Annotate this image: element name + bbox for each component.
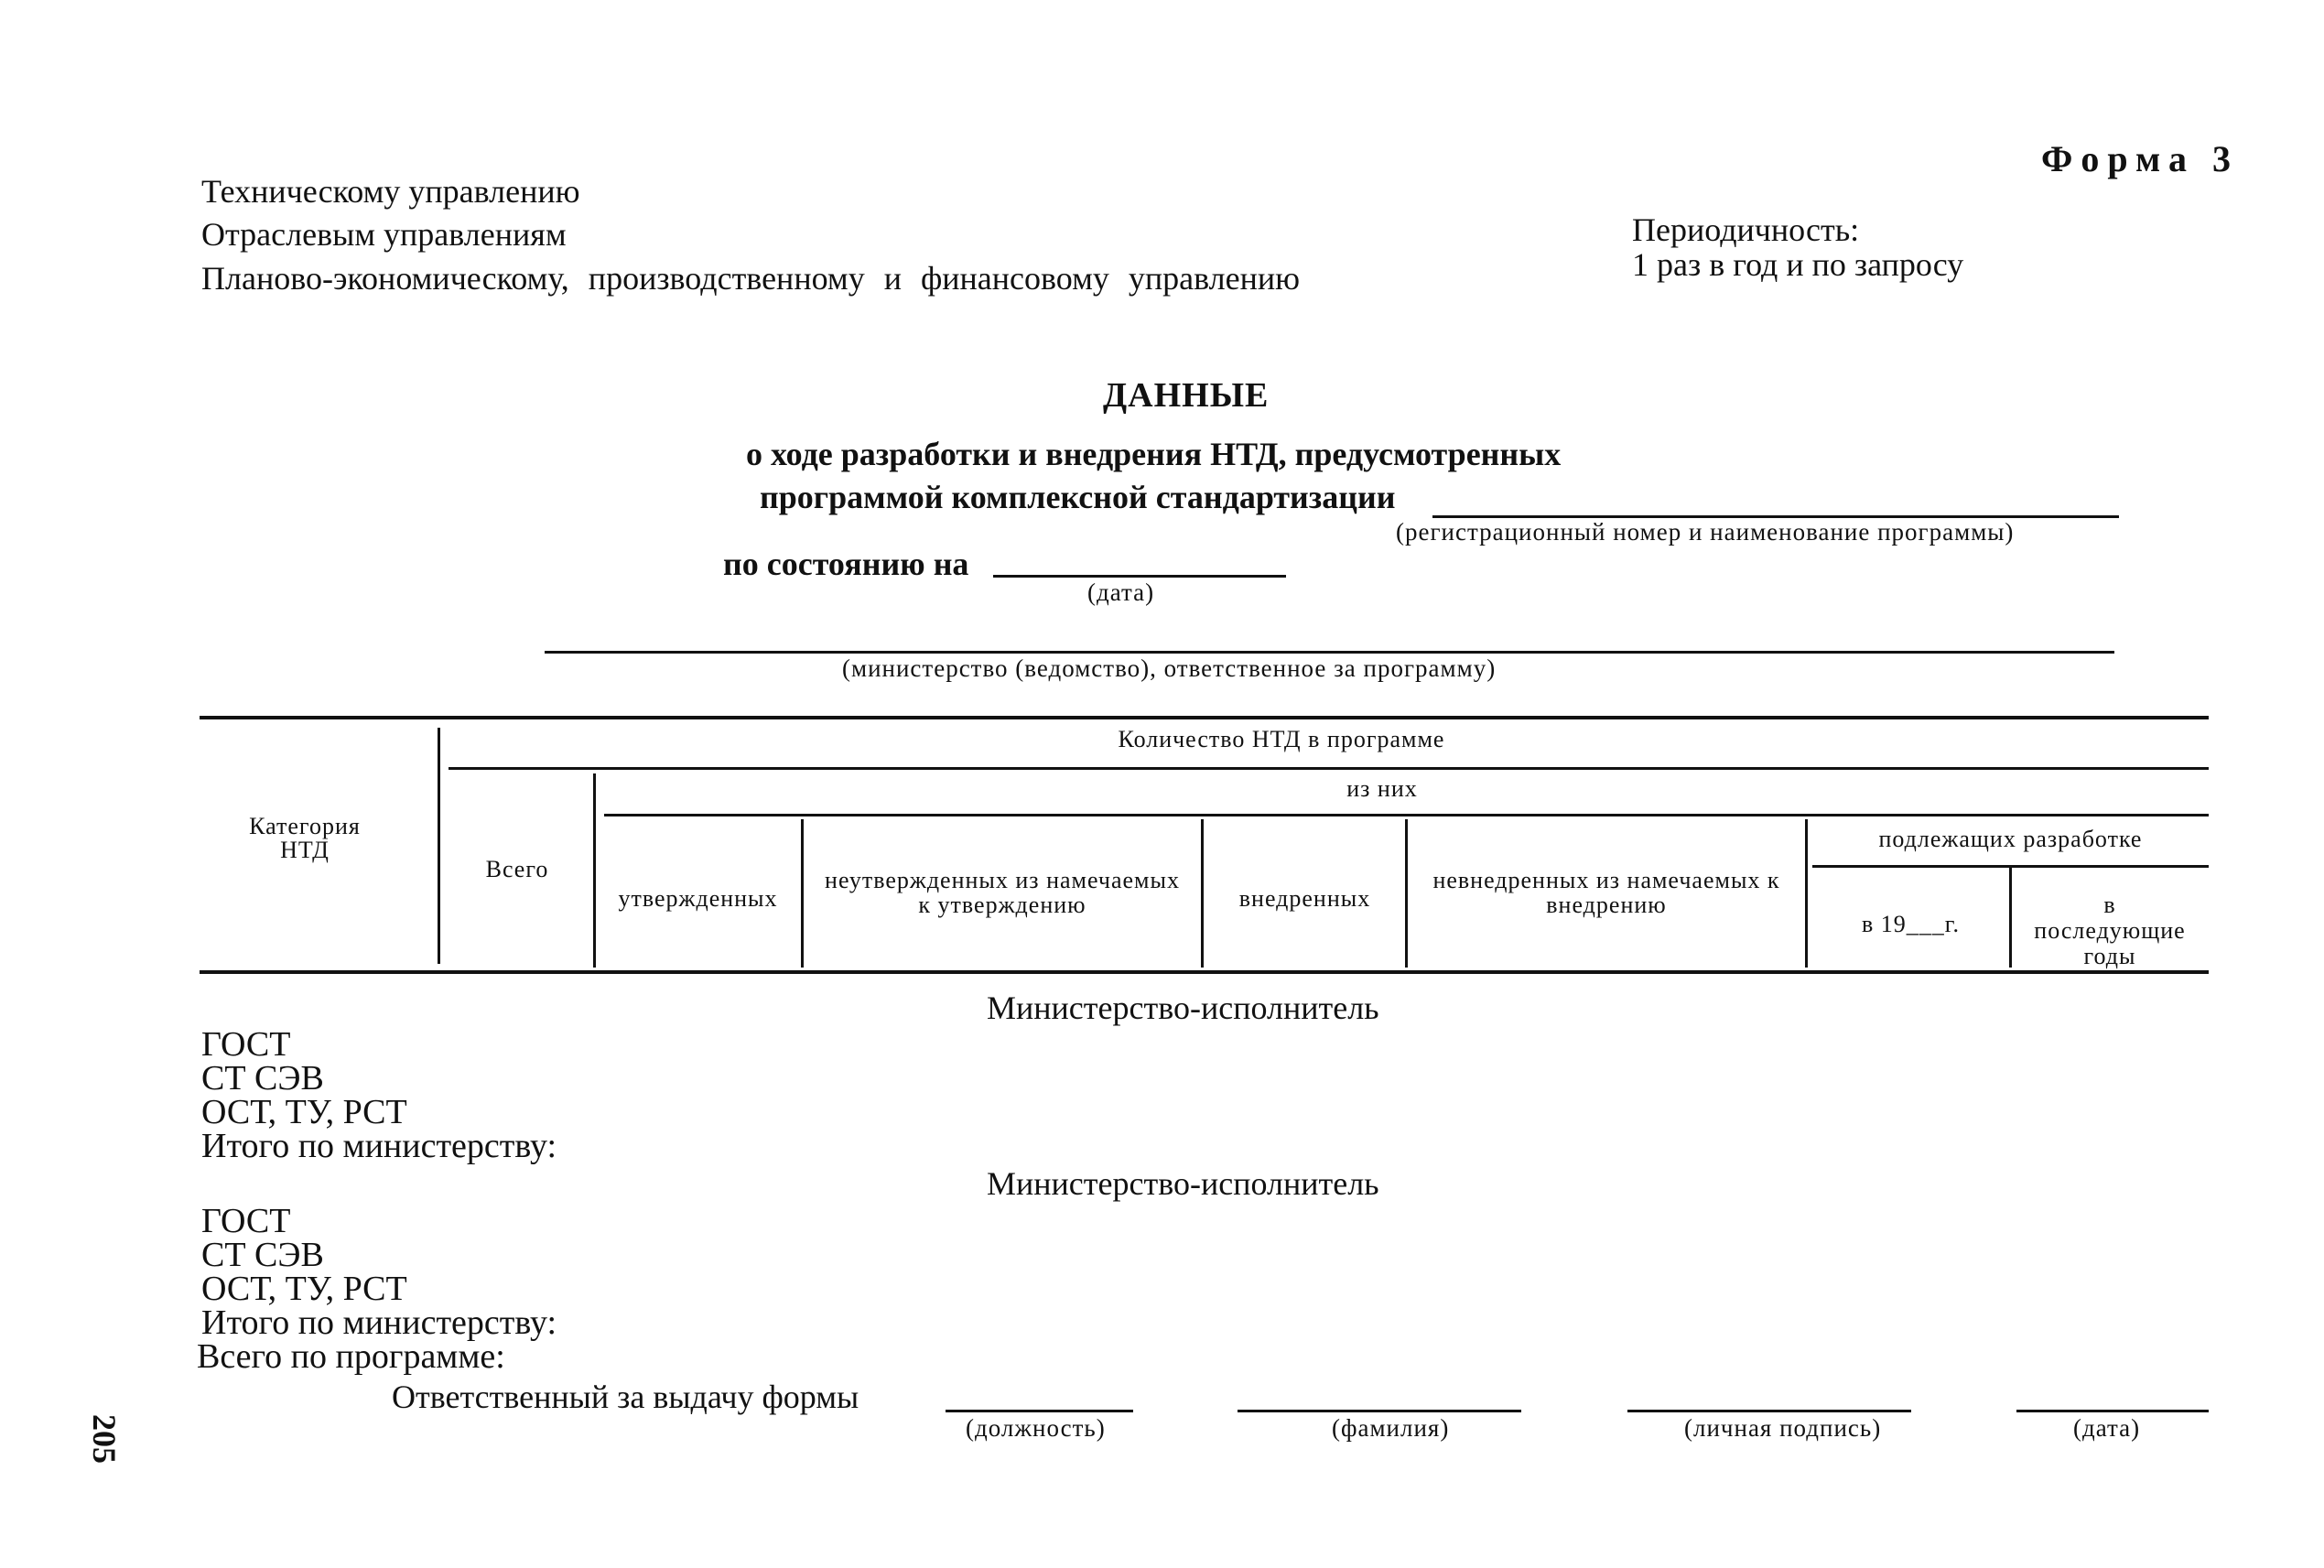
- addressee-technical: Техническому управлению: [201, 173, 580, 210]
- surname-caption: (фамилия): [1332, 1414, 1450, 1442]
- table-top-rule: [200, 716, 2209, 719]
- not-implemented-header: невнедренных из намечаемых к внедрению: [1432, 867, 1780, 918]
- date-signature-caption: (дата): [2073, 1414, 2141, 1442]
- document-subtitle-line2: программой комплексной стандартизации: [760, 479, 1396, 515]
- document-subtitle-line1: о ходе разработки и внедрения НТД, предусмотренных: [746, 436, 1562, 472]
- row-label-gost: ГОСТ: [201, 1202, 291, 1240]
- row-label-st-sev: СТ СЭВ: [201, 1236, 324, 1274]
- document-title: ДАННЫЕ: [1103, 376, 1270, 415]
- surname-blank-line: [1238, 1410, 1521, 1412]
- row-label-ministry-total: Итого по министерству:: [201, 1303, 557, 1342]
- addressee-branch: Отраслевым управлениям: [201, 216, 567, 253]
- date-caption: (дата): [1087, 579, 1155, 606]
- page-number: 205: [86, 1414, 123, 1464]
- row-label-ministry-total: Итого по министерству:: [201, 1127, 557, 1165]
- program-caption: (регистрационный номер и наименование программы): [1396, 518, 2015, 546]
- position-caption: (должность): [966, 1414, 1106, 1442]
- row-label-st-sev: СТ СЭВ: [201, 1059, 324, 1098]
- total-header: Всего: [485, 856, 549, 882]
- status-label: по состоянию на: [723, 546, 969, 582]
- position-blank-line: [946, 1410, 1133, 1412]
- row-label-ost-tu-rst: ОСТ, ТУ, РСТ: [201, 1093, 407, 1131]
- next-years-header: в последующие годы: [2034, 892, 2186, 969]
- to-develop-header: подлежащих разработке: [1878, 826, 2143, 852]
- periodicity-value: 1 раз в год и по запросу: [1632, 246, 1964, 283]
- implemented-header: внедренных: [1238, 885, 1371, 912]
- addressee-planning: Планово-экономическому, производственному и финансовому управлению: [201, 260, 1301, 297]
- form-label: Форма 3: [2041, 138, 2239, 179]
- ministry-executor-label: Министерство-исполнитель: [987, 1165, 1379, 1202]
- date-signature-blank-line: [2016, 1410, 2209, 1412]
- row-label-gost: ГОСТ: [201, 1025, 291, 1064]
- ministry-executor-label: Министерство-исполнитель: [987, 989, 1379, 1026]
- row-label-ost-tu-rst: ОСТ, ТУ, РСТ: [201, 1270, 407, 1308]
- approved-header: утвержденных: [618, 885, 778, 912]
- periodicity-label: Периодичность:: [1632, 211, 1860, 248]
- ministry-caption: (министерство (ведомство), ответственное за программу): [842, 654, 1497, 682]
- table-bottom-rule: [200, 970, 2209, 974]
- row-label-program-total: Всего по программе:: [197, 1337, 505, 1376]
- in-year-header: в 19___г.: [1861, 911, 1960, 937]
- responsible-label: Ответственный за выдачу формы: [392, 1379, 859, 1415]
- of-them-header: из них: [1346, 775, 1418, 802]
- signature-blank-line: [1627, 1410, 1911, 1412]
- category-header: Категория НТД: [249, 813, 361, 863]
- date-blank-line: [993, 575, 1286, 578]
- not-approved-header: неутвержденных из намечаемых к утверждению: [825, 867, 1180, 918]
- quantity-header: Количество НТД в программе: [1118, 726, 1445, 752]
- ministry-blank-line: [545, 651, 2114, 654]
- signature-caption: (личная подпись): [1684, 1414, 1882, 1442]
